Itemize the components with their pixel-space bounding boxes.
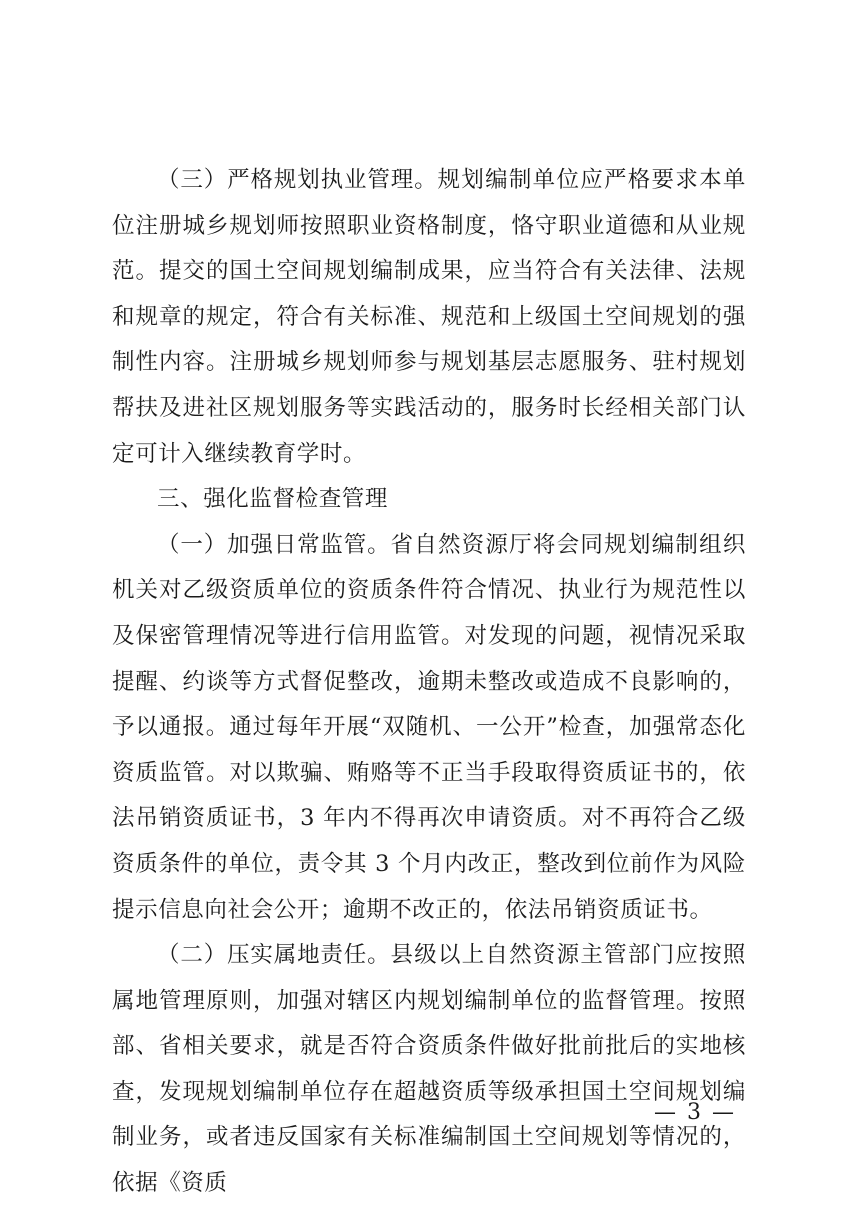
page-number: — 3 — [654,1100,736,1125]
section-title: 三、强化监督检查管理 [157,486,389,513]
paragraph-body: 规划编制单位应严格要求本单位注册城乡规划师按照职业资格制度，恪守职业道德和从业规范。提交的国土空间规划编制成果，应当符合有关法律、法规和规章的规定，符合有关标准、规范和上级国土空间规划的强制性内容。注册城乡规划师参与规划基层志愿服务、驻村规划帮扶及进社区规划服务等实践活动的，服务时长经相关部门认定可计入继续教育学时。 [112,167,746,467]
paragraph-territorial-responsibility [112,933,746,1207]
paragraph-strict-planning [112,158,746,477]
paragraph-heading: （二）压实属地责任。 [157,942,391,969]
paragraph-daily-supervision [112,523,746,933]
paragraph-heading: （三）严格规划执业管理。 [157,167,438,193]
paragraph-body: 省自然资源厅将会同规划编制组织机关对乙级资质单位的资质条件符合情况、执业行为规范性以及保密管理情况等进行信用监管。对发现的问题，视情况采取提醒、约谈等方式督促整改，逾期未整改或造成不良影响的，予以通报。通过每年开展“双随机、一公开”检查，加强常态化资质监管。对以欺骗、贿赂等不正当手段取得资质证书的，依法吊销资质证书，3 年内不得再次申请资质。对不再符合乙级资质条件的单位，责令其 3 个月内改正，整改到位前作为风险提示信息向社会公开；逾期不改正的，依法吊销资质证书。 [112,531,746,923]
paragraph-heading: （一）加强日常监管。 [157,531,391,558]
body-text [112,158,746,1207]
paragraph-body: 县级以上自然资源主管部门应按照属地管理原则，加强对辖区内规划编制单位的监督管理。按照部、省相关要求，就是否符合资质条件做好批前批后的实地核查，发现规划编制单位存在超越资质等级承担国土空间规划编制业务，或者违反国家有关标准编制国土空间规划等情况的，依据《资质 [112,942,746,1197]
